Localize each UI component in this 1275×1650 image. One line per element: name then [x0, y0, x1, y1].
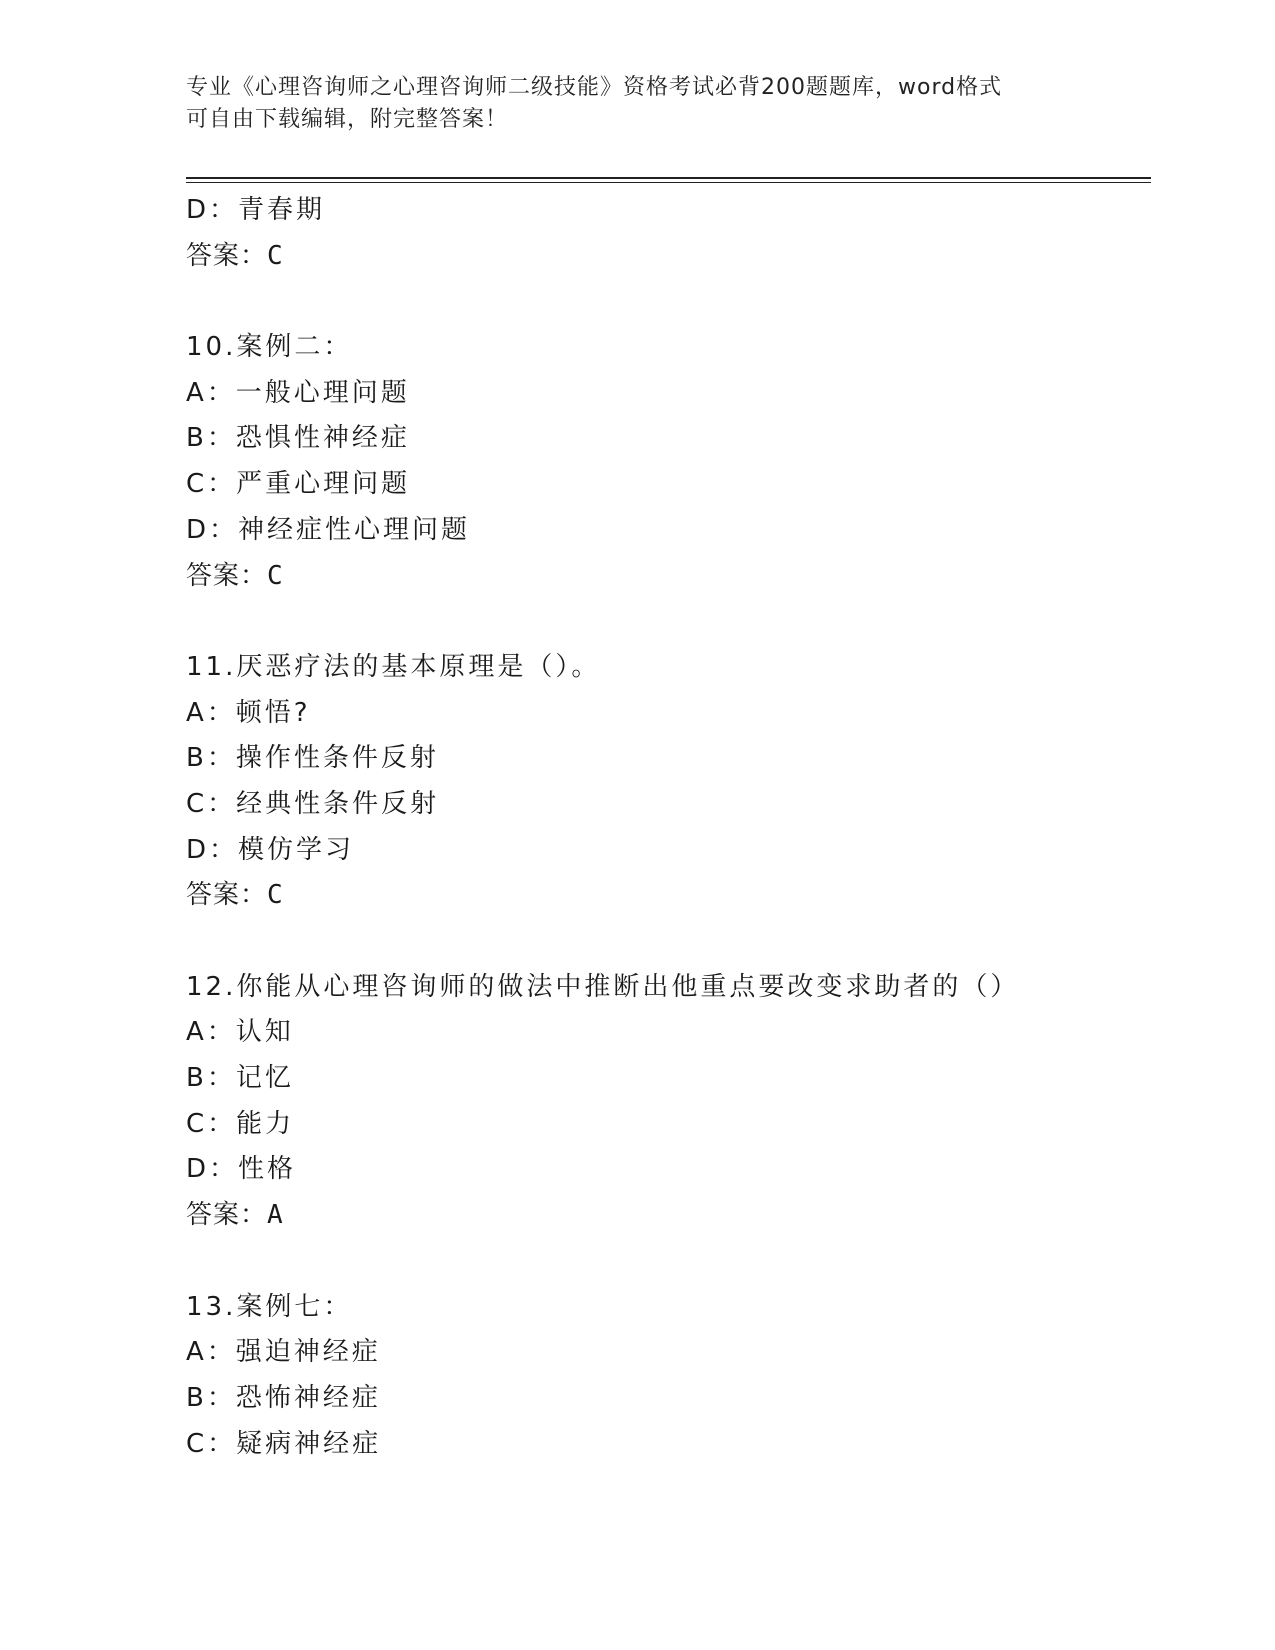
page-header: [186, 72, 1086, 136]
option-c: C：经典性条件反射: [186, 788, 440, 819]
header-line-1: 专业《心理咨询师之心理咨询师二级技能》资格考试必背200题题库，word格式: [186, 75, 1003, 100]
option-c: C：能力: [186, 1108, 295, 1139]
option-d: D：青春期: [186, 195, 326, 225]
option-b: B：恐怖神经症: [186, 1382, 381, 1413]
option-b: B：记忆: [186, 1063, 294, 1094]
question-stem: 10.案例二：: [186, 332, 353, 363]
option-d: D：性格: [186, 1154, 297, 1185]
option-d: D：神经症性心理问题: [186, 514, 471, 545]
answer: 答案：C: [186, 560, 284, 591]
option-d: D：模仿学习: [186, 834, 355, 865]
question-stem: 13.案例七：: [186, 1291, 353, 1322]
option-a: A：一般心理问题: [186, 377, 410, 408]
header-divider: [186, 177, 1151, 183]
option-a: A：顿悟?: [186, 697, 311, 728]
question-stem: 12.你能从心理咨询师的做法中推断出他重点要改变求助者的（）: [186, 971, 1020, 1002]
answer: 答案：C: [186, 880, 284, 911]
spacer: [186, 279, 1151, 325]
option-b: B：恐惧性神经症: [186, 423, 410, 454]
spacer: [186, 919, 1151, 965]
header-line-2: 可自由下载编辑，附完整答案！: [186, 107, 509, 132]
question-stem: 11.厌恶疗法的基本原理是（）。: [186, 651, 601, 682]
option-a: A：认知: [186, 1017, 294, 1048]
option-c: C：疑病神经症: [186, 1428, 382, 1459]
option-a: A：强迫神经症: [186, 1337, 381, 1368]
answer: 答案：C: [186, 240, 284, 271]
option-b: B：操作性条件反射: [186, 743, 439, 774]
answer: 答案：A: [186, 1200, 284, 1231]
question-list: [186, 188, 1151, 1467]
option-c: C：严重心理问题: [186, 469, 411, 500]
spacer: [186, 599, 1151, 645]
spacer: [186, 1239, 1151, 1285]
